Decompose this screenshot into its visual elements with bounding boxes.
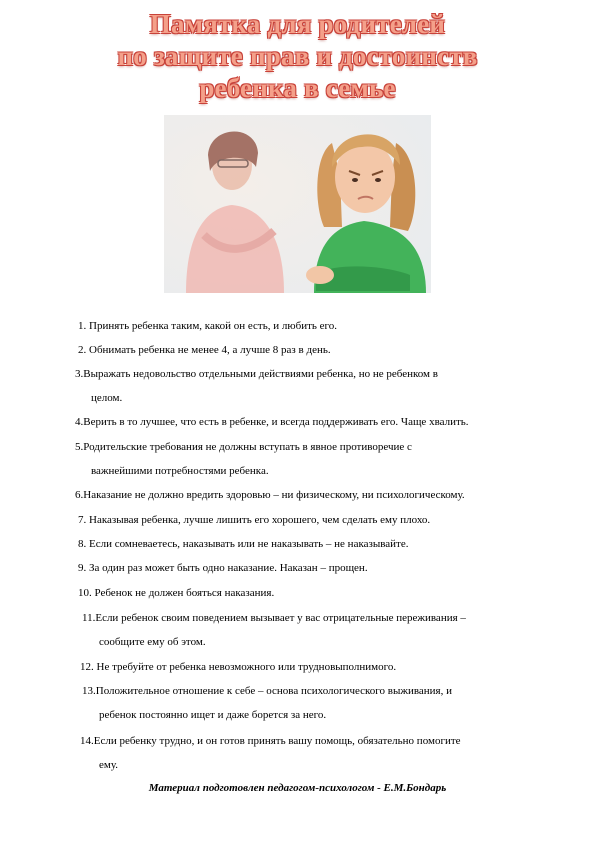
list-item	[78, 320, 337, 333]
item-number: 5.	[75, 441, 84, 453]
item-number: 10.	[78, 587, 92, 599]
item-number: 3.	[75, 368, 84, 380]
item-number: 11.	[82, 612, 96, 624]
item-text: Обнимать ребенка не менее 4, а лучше 8 раз в день.	[89, 344, 331, 356]
author-credit: Материал подготовлен педагогом-психологом - Е.М.Бондарь	[148, 782, 447, 794]
item-text: Наказание не должно вредить здоровью – ни физическому, ни психологическому.	[83, 489, 465, 501]
title-line-2: по защите прав и достоинств	[117, 41, 478, 71]
list-item	[75, 441, 412, 454]
list-item	[78, 587, 274, 600]
item-text: За один раз может быть одно наказание. Наказан – прощен.	[89, 562, 368, 574]
item-continuation: ему.	[99, 759, 118, 771]
item-text: Если ребенку трудно, и он готов принять вашу помощь, обязательно помогите	[93, 735, 461, 747]
list-item	[78, 344, 331, 357]
list-item	[82, 612, 466, 625]
parent-child-photo	[164, 115, 431, 293]
item-number: 12.	[80, 661, 94, 673]
item-number: 7.	[78, 514, 87, 526]
document-title	[0, 8, 595, 104]
item-text: Выражать недовольство отдельными действиями ребенка, но не ребенком в	[83, 368, 438, 380]
item-number: 14.	[80, 735, 94, 747]
list-item	[78, 538, 409, 551]
item-text: Не требуйте от ребенка невозможного или трудновыполнимого.	[96, 661, 397, 673]
title-line-3: ребенка в семье	[199, 73, 396, 103]
title-line-1: Памятка для родителей	[149, 9, 446, 39]
item-number: 1.	[78, 320, 87, 332]
item-number: 2.	[78, 344, 87, 356]
item-number: 13.	[82, 685, 96, 697]
item-text: Ребенок не должен бояться наказания.	[94, 587, 275, 599]
item-text: Если ребенок своим поведением вызывает у вас отрицательные переживания –	[95, 612, 466, 624]
list-item	[80, 735, 461, 748]
item-text: Родительские требования не должны вступать в явное противоречие с	[83, 441, 412, 453]
list-item	[82, 685, 452, 698]
item-text: Если сомневаетесь, наказывать или не наказывать – не наказывайте.	[89, 538, 409, 550]
item-text: Принять ребенка таким, какой он есть, и любить его.	[89, 320, 338, 332]
list-item	[75, 489, 465, 502]
item-continuation: важнейшими потребностями ребенка.	[91, 465, 269, 477]
item-text: Положительное отношение к себе – основа психологического выживания, и	[95, 685, 453, 697]
item-continuation: ребенок постоянно ищет и даже борется за него.	[99, 709, 327, 721]
item-number: 4.	[75, 416, 84, 428]
list-item	[75, 416, 469, 429]
list-item	[75, 368, 438, 381]
list-item	[78, 562, 368, 575]
item-text: Верить в то лучшее, что есть в ребенке, и всегда поддерживать его. Чаще хвалить.	[83, 416, 469, 428]
item-number: 9.	[78, 562, 87, 574]
item-number: 8.	[78, 538, 87, 550]
item-continuation: сообщите ему об этом.	[99, 636, 206, 648]
item-continuation: целом.	[91, 392, 123, 404]
list-item	[80, 661, 396, 674]
list-item	[78, 514, 430, 527]
item-number: 6.	[75, 489, 84, 501]
item-text: Наказывая ребенка, лучше лишить его хорошего, чем сделать ему плохо.	[89, 514, 431, 526]
